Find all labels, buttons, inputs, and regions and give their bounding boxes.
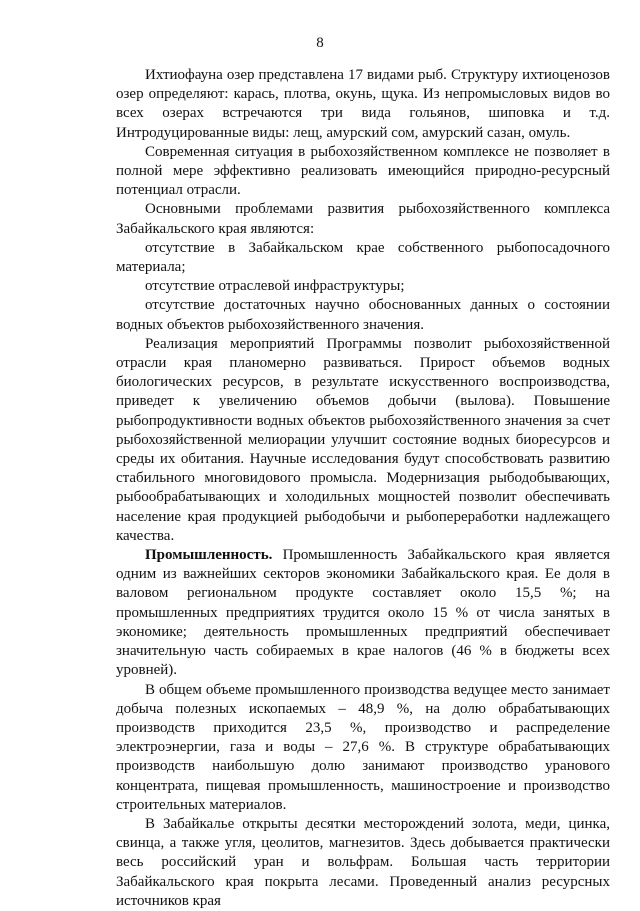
industry-heading: Промышленность. bbox=[145, 547, 273, 564]
paragraph-current-situation: Современная ситуация в рыбохозяйственном комплексе не позволяет в полной мере эффективно реализовать имеющийся природно-ресурсный потенциал отрасли. bbox=[116, 143, 610, 199]
paragraph-main-problems: Основными проблемами развития рыбохозяйственного комплекса Забайкальского края являются: bbox=[116, 201, 610, 237]
paragraph-program-implementation: Реализация мероприятий Программы позволит рыбохозяйственной отрасли края планомерно развиваться. Прирост объемов водных биологических ресурсов, в результате искусственного воспроизводства, приведет к увеличению объемов добычи (вылова). Повышение рыбопродуктивности водных объектов рыбохозяйственного значения за счет рыбохозяйственной мелиорации улучшит состояние водных биоресурсов и среды их обитания. Научные исследования будут способствовать развитию стабильного многовидового промысла. Модернизация рыбодобывающих, рыбообрабатывающих и холодильных мощностей позволит обеспечивать население края продукцией рыбодобычи и рыбопереработки надлежащего качества. bbox=[116, 335, 610, 544]
paragraph-industrial-output: В общем объеме промышленного производства ведущее место занимает добыча полезных ископаемых – 48,9 %, на долю обрабатывающих производств приходится 23,5 %, производство и распределение электроэнергии, газа и воды – 27,6 %. В структуре обрабатывающих производств наибольшую долю занимают производство уранового концентрата, пищевая промышленность, машиностроение и производство строительных материалов. bbox=[116, 681, 610, 813]
paragraph-deposits: В Забайкалье открыты десятки месторождений золота, меди, цинка, свинца, а также угля, цеолитов, магнезитов. Здесь добывается практически весь российский уран и вольфрам. Большая часть территории Забайкальского края покрыта лесами. Проведенный анализ ресурсных источников края bbox=[116, 815, 610, 909]
paragraph-industry bbox=[116, 546, 610, 680]
document-body bbox=[116, 66, 610, 911]
problem-item-scientific-data: отсутствие достаточных научно обоснованных данных о состоянии водных объектов рыбохозяйственного значения. bbox=[116, 297, 610, 333]
industry-text: Промышленность Забайкальского края является одним из важнейших секторов экономики Забайкальского края. Ее доля в валовом региональном продукте составляет около 15,5 %; на промышленных предприятиях трудится около 15 % от числа занятых в экономике; деятельность промышленных предприятий обеспечивает значительную часть собираемых в крае налогов (46 % в бюджеты всех уровней). bbox=[116, 547, 610, 679]
problem-item-seed-material: отсутствие в Забайкальском крае собственного рыбопосадочного материала; bbox=[116, 239, 610, 276]
problem-item-infrastructure: отсутствие отраслевой инфраструктуры; bbox=[145, 278, 405, 295]
page-number: 8 bbox=[316, 35, 324, 51]
paragraph-ichthyofauna: Ихтиофауна озер представлена 17 видами рыб. Структуру ихтиоценозов озер определяют: карась, плотва, окунь, щука. Из непромысловых видов во всех озерах встречаются три вида гольянов, шиповка и т.д. Интродуцированные виды: лещ, амурский сом, амурский сазан, омуль. bbox=[116, 67, 610, 141]
